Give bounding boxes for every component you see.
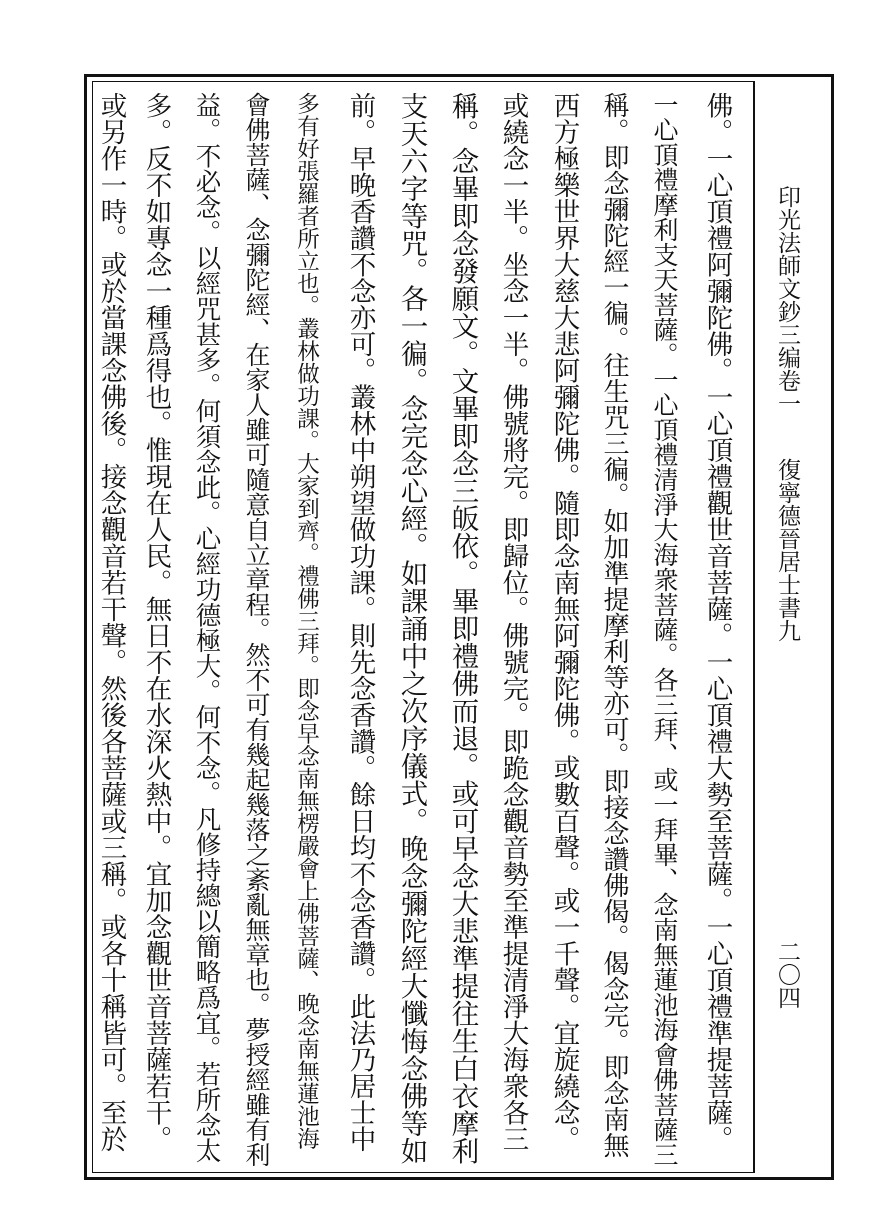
text-column: 支天六字等咒。各一徧。念完念心經。如課誦中之次序儀式。晚念彌陀經大懺悔念佛等如	[395, 92, 428, 1165]
section-title: 復寧德晉居士書九	[774, 458, 800, 642]
book-title: 印光法師文鈔三编卷一	[774, 185, 800, 415]
text-column: 或另作一時。或於當課念佛後。接念觀音若干聲。然後各菩薩或三稱。或各十稱皆可。至於	[95, 92, 127, 1152]
text-column: 稱。即念彌陀經一徧。往生咒三徧。如加準提摩利等亦可。即接念讚佛偈。偈念完。即念南無	[599, 92, 629, 1158]
header-divider	[754, 81, 755, 1173]
text-column: 一心頂禮摩利支天菩薩。一心頂禮清淨大海衆菩薩。各三拜、或一拜畢、念南無蓮池海會佛菩薩三	[650, 92, 679, 1167]
text-column: 多有好張羅者所立也。叢林做功課。大家到齊。禮佛三拜。即念早念南無楞嚴會上佛菩薩、晚念南無蓮池海	[293, 92, 320, 1150]
text-column: 多。反不如專念一種爲得也。惟現在人民。無日不在水深火熱中。宜加念觀世音菩薩若干。	[140, 92, 172, 1152]
text-column: 稱。念畢即念發願文。文畢即念三皈依。畢即禮佛而退。或可早念大悲準提往生白衣摩利	[446, 92, 479, 1165]
page-number: 二〇四	[774, 940, 800, 1009]
text-column: 西方極樂世界大慈大悲阿彌陀佛。隨即念南無阿彌陀佛。或數百聲。或一千聲。宜旋繞念。	[548, 92, 580, 1152]
text-column: 前。早晚香讚不念亦可。叢林中朔望做功課。則先念香讚。餘日均不念香讚。此法乃居士中	[344, 92, 376, 1152]
text-column: 或繞念一半。坐念一半。佛號將完。即歸位。佛號完。即跪念觀音勢至準提清淨大海衆各三	[497, 92, 529, 1152]
text-column: 益。不必念。以經咒甚多。何須念此。心經功德極大。何不念。凡修持總以簡略爲宜。若所念太	[191, 92, 222, 1163]
text-column: 會佛菩薩、念彌陀經、在家人雖可隨意自立章程。然不可有幾起幾落之紊亂無章也。夢授經雖有利	[242, 92, 271, 1167]
text-column: 佛。一心頂禮阿彌陀佛。一心頂禮觀世音菩薩。一心頂禮大勢至菩薩。一心頂禮準提菩薩。	[701, 92, 733, 1152]
